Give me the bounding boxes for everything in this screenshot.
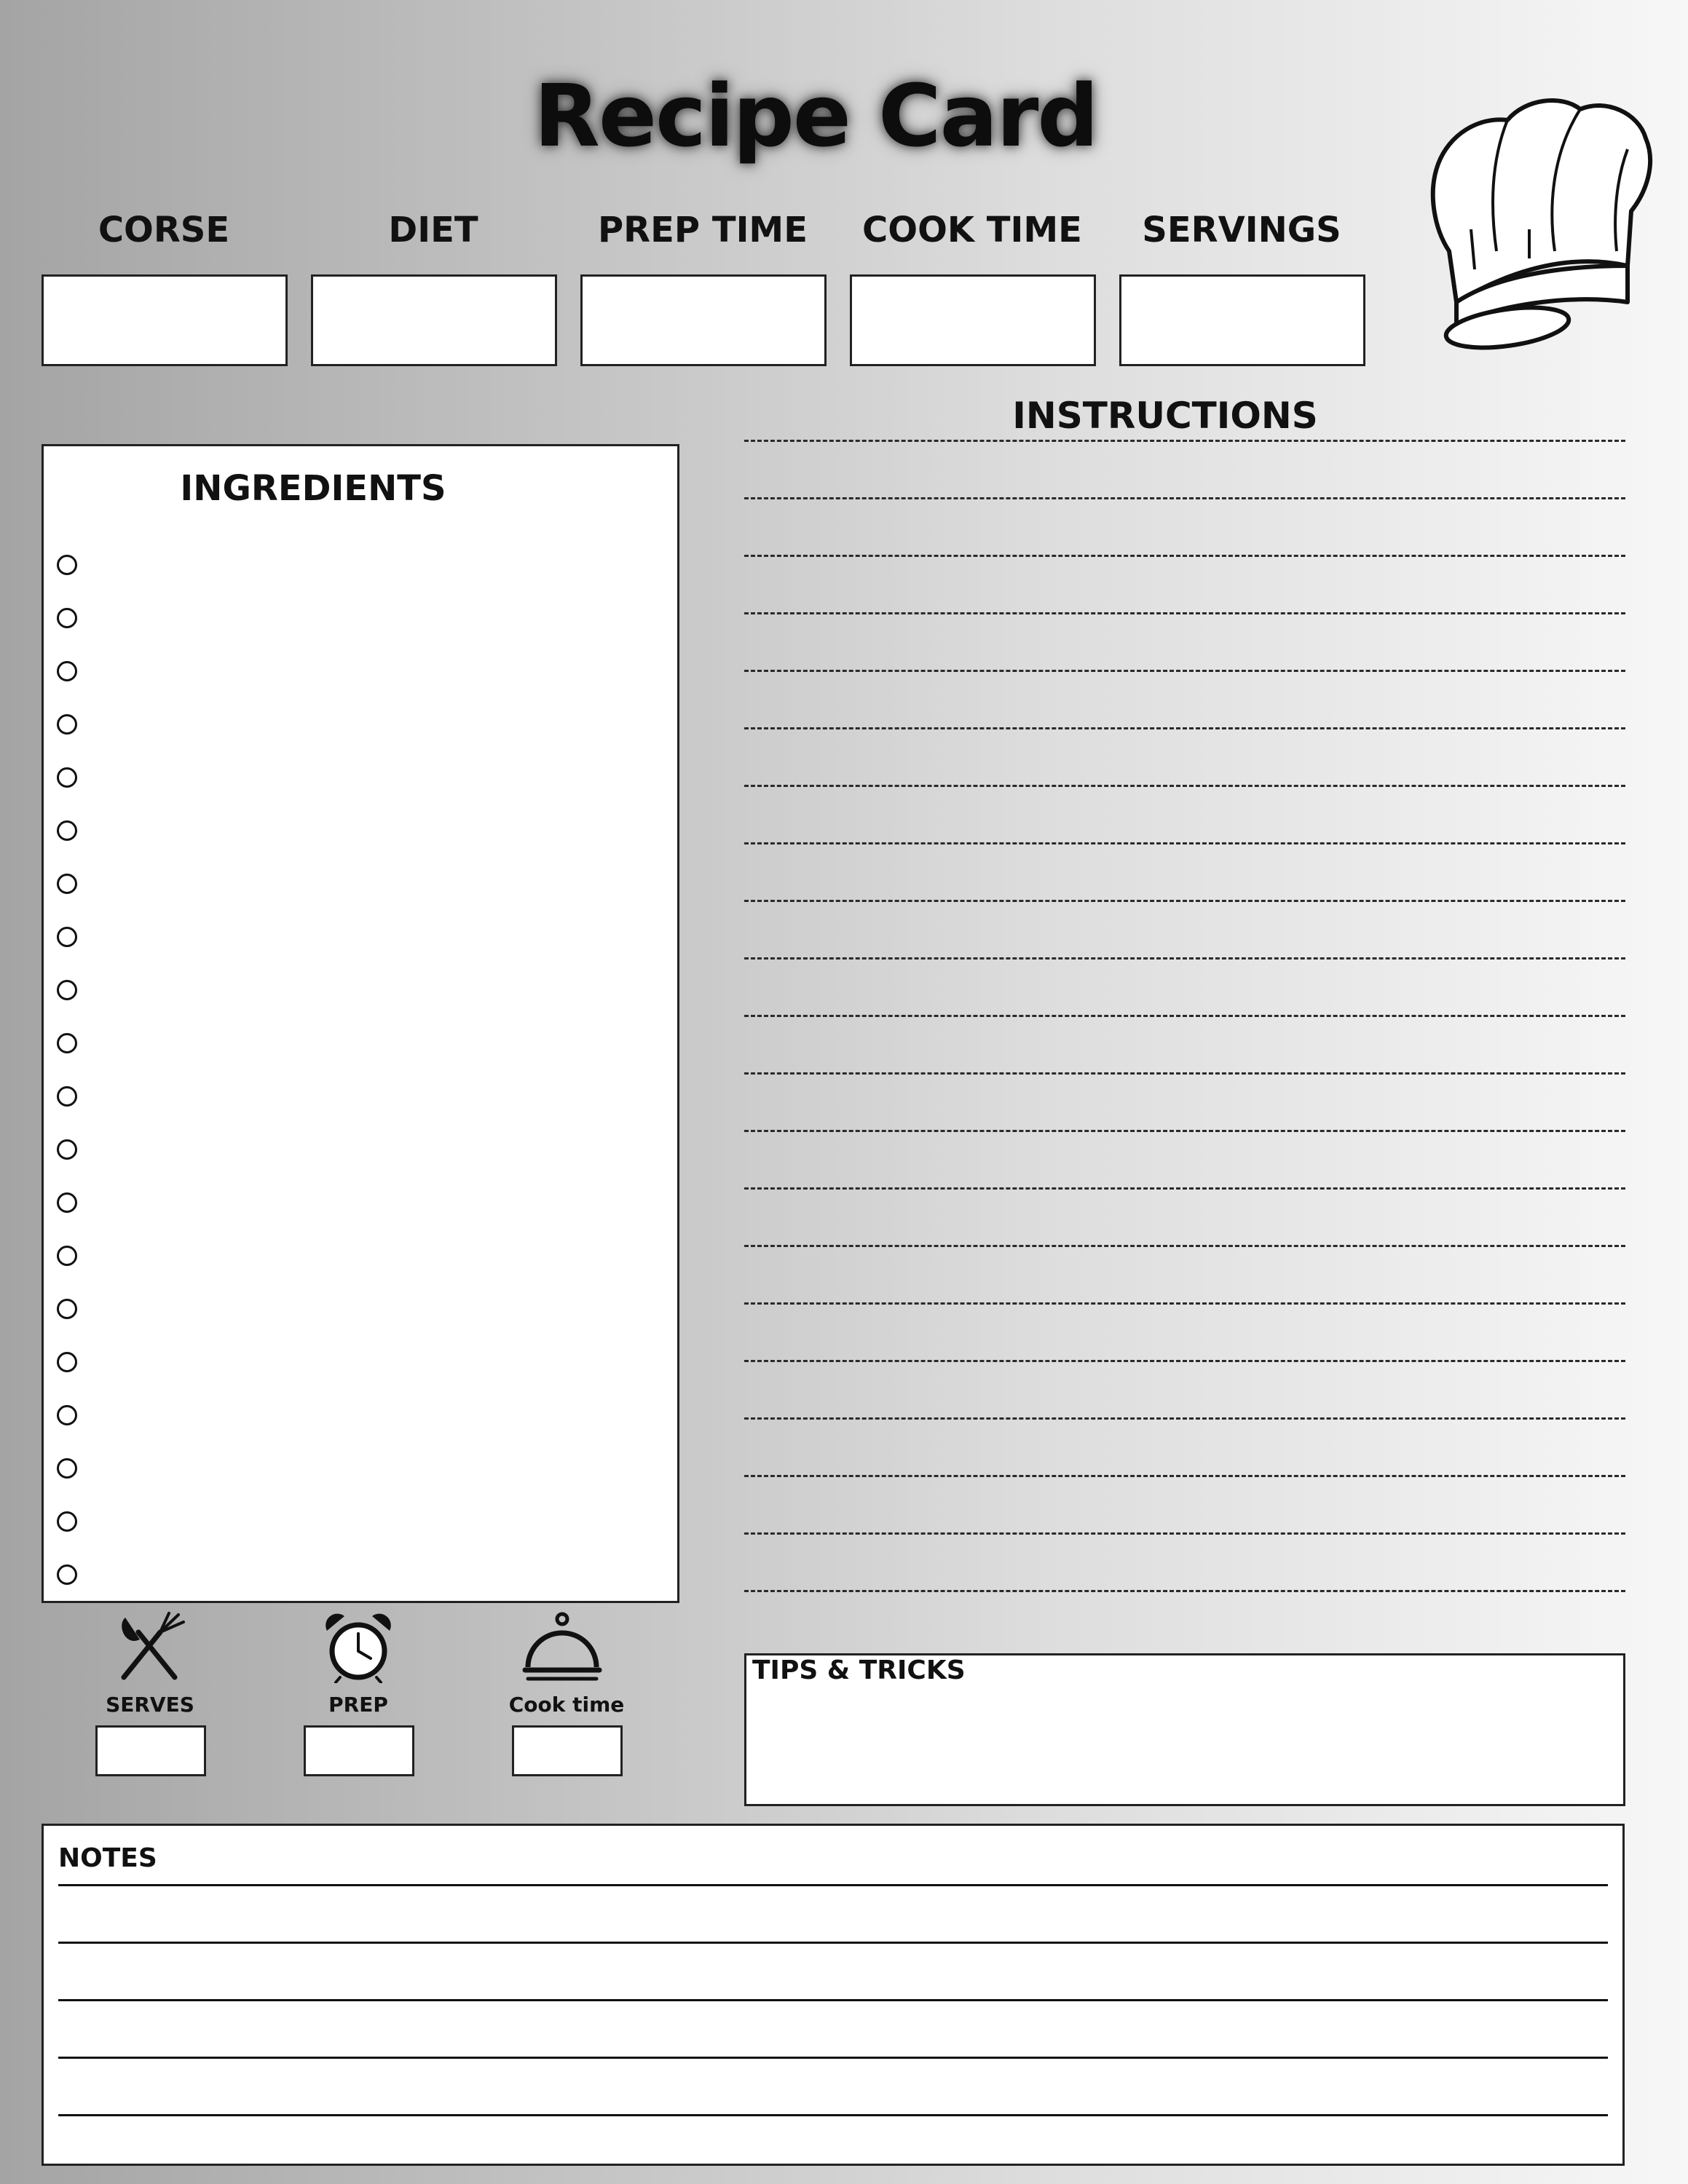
instruction-line[interactable] [744,612,1625,614]
ingredient-checkbox[interactable] [57,980,77,1000]
instruction-line[interactable] [744,1475,1625,1477]
servings-field[interactable] [1119,274,1365,366]
notes-line[interactable] [58,1884,1608,1886]
ingredient-checkbox[interactable] [57,661,77,681]
ingredient-checkbox[interactable] [57,555,77,575]
instruction-line[interactable] [744,555,1625,557]
ingredient-checkbox[interactable] [57,1405,77,1425]
notes-box [42,1824,1625,2166]
instruction-line[interactable] [744,1302,1625,1305]
ingredients-panel [42,444,679,1603]
instruction-line[interactable] [744,1130,1625,1132]
servings-label: SERVINGS [1142,210,1341,250]
ingredient-checkbox[interactable] [57,1139,77,1160]
ingredient-checkbox[interactable] [57,1192,77,1213]
instruction-line[interactable] [744,1590,1625,1592]
prep-field[interactable] [304,1725,414,1776]
ingredient-checkbox[interactable] [57,1033,77,1053]
instructions-title: INSTRUCTIONS [1012,395,1318,437]
instruction-line[interactable] [744,497,1625,499]
notes-title: NOTES [58,1843,157,1873]
tips-title: TIPS & TRICKS [752,1655,966,1685]
tips-box[interactable] [744,1653,1625,1806]
ingredient-checkbox[interactable] [57,767,77,788]
ingredient-checkbox[interactable] [57,1564,77,1585]
cook-time-small-label: Cook time [508,1693,625,1717]
notes-line[interactable] [58,2114,1608,2116]
ingredient-checkbox[interactable] [57,1458,77,1479]
food-cloche-icon [522,1610,602,1683]
page-title: Recipe Card [534,66,1097,166]
instruction-line[interactable] [744,842,1625,844]
ingredient-checkbox[interactable] [57,714,77,735]
diet-field[interactable] [311,274,557,366]
cook-time-label: COOK TIME [862,210,1082,250]
ingredient-checkbox[interactable] [57,608,77,628]
ingredient-checkbox[interactable] [57,820,77,841]
instruction-line[interactable] [744,727,1625,729]
instruction-line[interactable] [744,1532,1625,1535]
notes-line[interactable] [58,2057,1608,2059]
prep-time-field[interactable] [580,274,827,366]
prep-label: PREP [328,1693,388,1717]
instruction-line[interactable] [744,1015,1625,1017]
notes-line[interactable] [58,1942,1608,1944]
chef-hat-icon [1427,84,1660,360]
serves-field[interactable] [95,1725,206,1776]
ingredient-checkbox[interactable] [57,1511,77,1532]
prep-time-label: PREP TIME [598,210,808,250]
cook-time-field[interactable] [850,274,1096,366]
alarm-clock-icon [318,1610,398,1683]
instruction-line[interactable] [744,957,1625,960]
serves-label: SERVES [106,1693,194,1717]
ingredients-title: INGREDIENTS [180,468,446,509]
instruction-line[interactable] [744,1245,1625,1247]
ingredient-checkbox[interactable] [57,1352,77,1372]
ingredient-checkbox[interactable] [57,1246,77,1266]
corse-label: CORSE [98,210,230,250]
instruction-line[interactable] [744,1360,1625,1362]
notes-line[interactable] [58,1999,1608,2001]
instruction-line[interactable] [744,440,1625,442]
instruction-line[interactable] [744,785,1625,787]
ingredient-checkbox[interactable] [57,1299,77,1319]
instruction-line[interactable] [744,670,1625,672]
ingredient-checkbox[interactable] [57,927,77,947]
corse-field[interactable] [42,274,288,366]
cook-time-small-field[interactable] [512,1725,623,1776]
fork-knife-icon [109,1610,189,1683]
diet-label: DIET [388,210,478,250]
instruction-line[interactable] [744,900,1625,902]
ingredient-checkbox[interactable] [57,1086,77,1107]
ingredient-checkbox[interactable] [57,874,77,894]
instruction-line[interactable] [744,1417,1625,1420]
instruction-line[interactable] [744,1187,1625,1190]
instruction-line[interactable] [744,1072,1625,1075]
